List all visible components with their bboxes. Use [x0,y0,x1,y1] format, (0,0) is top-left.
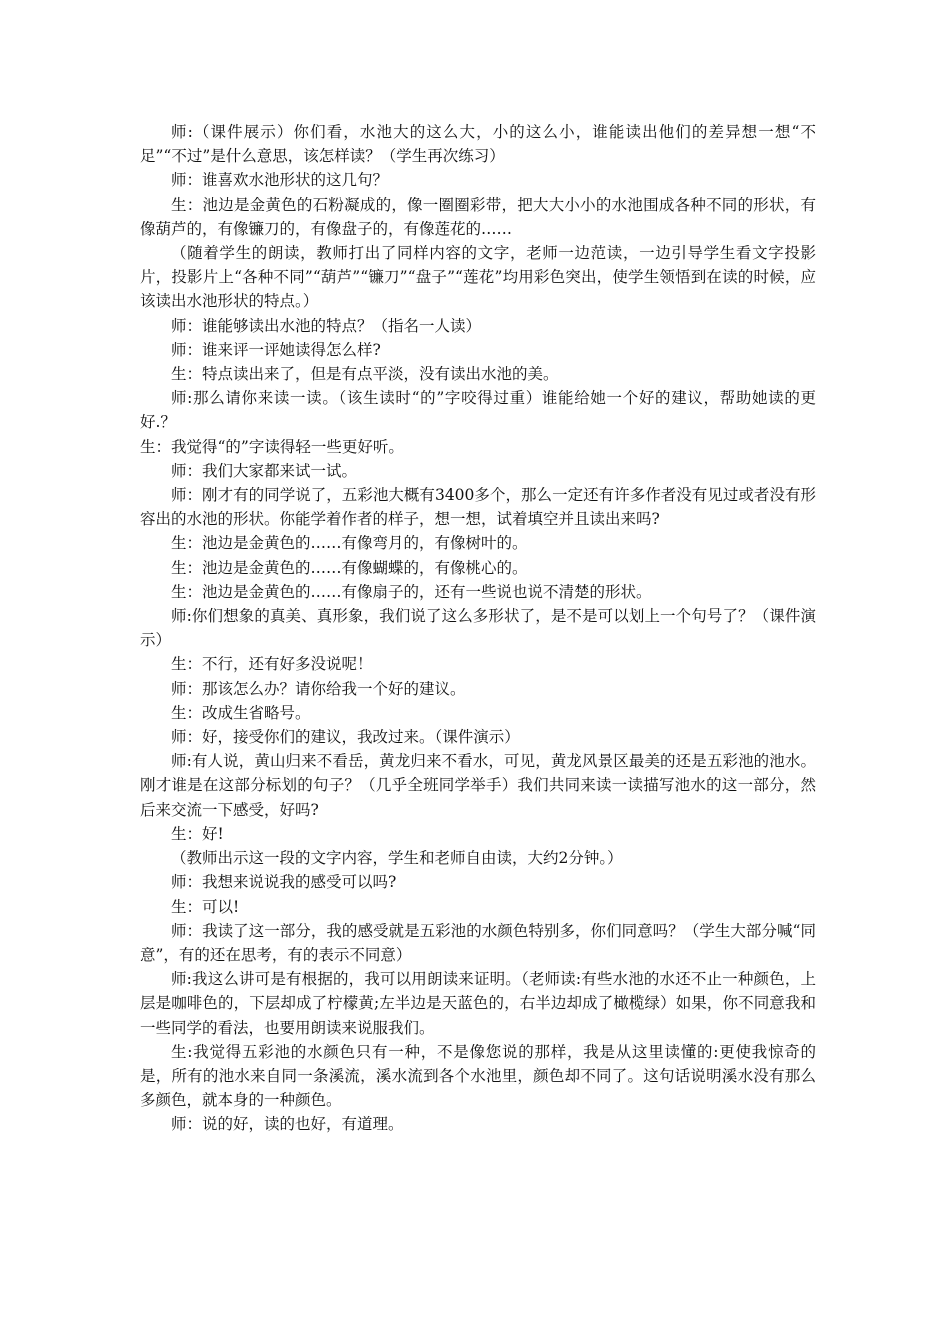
document-body [140,120,816,1137]
paragraph: 师：刚才有的同学说了，五彩池大概有3400多个，那么一定还有许多作者没有见过或者没有形容出的水池的形状。你能学着作者的样子，想一想，试着填空并且读出来吗? [140,486,816,529]
paragraph: （教师出示这一段的文字内容，学生和老师自由读，大约2分钟。） [171,849,623,868]
paragraph: 师:我这么讲可是有根据的，我可以用朗读来证明。（老师读:有些水池的水还不止一种颜色，上层是咖啡色的，下层却成了柠檬黄;左半边是天蓝色的，右半边却成了橄榄绿）如果，你不同意我和一些同学的看法，也要用朗读来说服我们。 [140,970,816,1037]
paragraph: 生：好! [171,824,224,843]
paragraph: 师：好，接受你们的建议，我改过来。（课件演示） [171,728,520,747]
paragraph: 生：可以! [171,897,240,916]
paragraph: 生：池边是金黄色的石粉凝成的，像一圈圈彩带，把大大小小的水池围成各种不同的形状，有像葫芦的，有像镰刀的，有像盘子的，有像莲花的…… [140,195,816,238]
paragraph: 生：特点读出来了，但是有点平淡，没有读出水池的美。 [171,365,559,384]
paragraph: 师：说的好，读的也好，有道理。 [171,1115,404,1134]
paragraph: 师：我想来说说我的感受可以吗? [171,873,397,892]
paragraph: 生：不行，还有好多没说呢！ [171,655,373,674]
paragraph: 师：谁来评一评她读得怎么样? [171,340,381,359]
paragraph: 生:我觉得五彩池的水颜色只有一种，不是像您说的那样，我是从这里读懂的:更使我惊奇的是，所有的池水来自同一条溪流，溪水流到各个水池里，颜色却不同了。这句话说明溪水没有那么多颜色，就本身的一种颜色。 [140,1042,816,1110]
paragraph: 师:（课件展示）你们看，水池大的这么大，小的这么小，谁能读出他们的差异想一想“不足”“不过”是什么意思，该怎样读？（学生再次练习） [140,123,816,166]
paragraph: 师：谁喜欢水池形状的这几句？ [171,171,389,190]
paragraph: 师：谁能够读出水池的特点？（指名一人读） [171,316,482,335]
paragraph: 师:那么请你来读一读。（该生读时“的”字咬得过重）谁能给她一个好的建议，帮助她读的更好.？ [140,389,816,432]
paragraph: 生：我觉得“的”字读得轻一些更好听。 [140,437,404,456]
paragraph: （随着学生的朗读，教师打出了同样内容的文字，老师一边范读，一边引导学生看文字投影片，投影片上“各种不同”“葫芦”“镰刀”“盘子”“莲花”均用彩色突出，使学生领悟到在读的时候，应该读出水池形状的特点。） [140,244,816,311]
paragraph: 师：那该怎么办？请你给我一个好的建议。 [171,679,466,698]
paragraph: 生：池边是金黄色的……有像弯月的，有像树叶的。 [171,534,528,553]
paragraph: 生：池边是金黄色的……有像扇子的，还有一些说也说不清楚的形状。 [171,582,652,601]
paragraph: 师：我读了这一部分，我的感受就是五彩池的水颜色特别多，你们同意吗？（学生大部分喊“同意”，有的还在思考，有的表示不同意） [140,921,816,964]
paragraph: 生：改成生省略号。 [171,703,311,722]
paragraph: 师:你们想象的真美、真形象，我们说了这么多形状了，是不是可以划上一个句号了？（课件演示） [140,607,816,650]
paragraph: 生：池边是金黄色的……有像蝴蝶的，有像桃心的。 [171,558,528,577]
paragraph: 师：我们大家都来试一试。 [171,461,358,480]
paragraph: 师:有人说，黄山归来不看岳，黄龙归来不看水，可见，黄龙风景区最美的还是五彩池的池水。刚才谁是在这部分标划的句子？（几乎全班同学举手）我们共同来读一读描写池水的这一部分，然后来交流一下感受，好吗? [140,752,816,819]
